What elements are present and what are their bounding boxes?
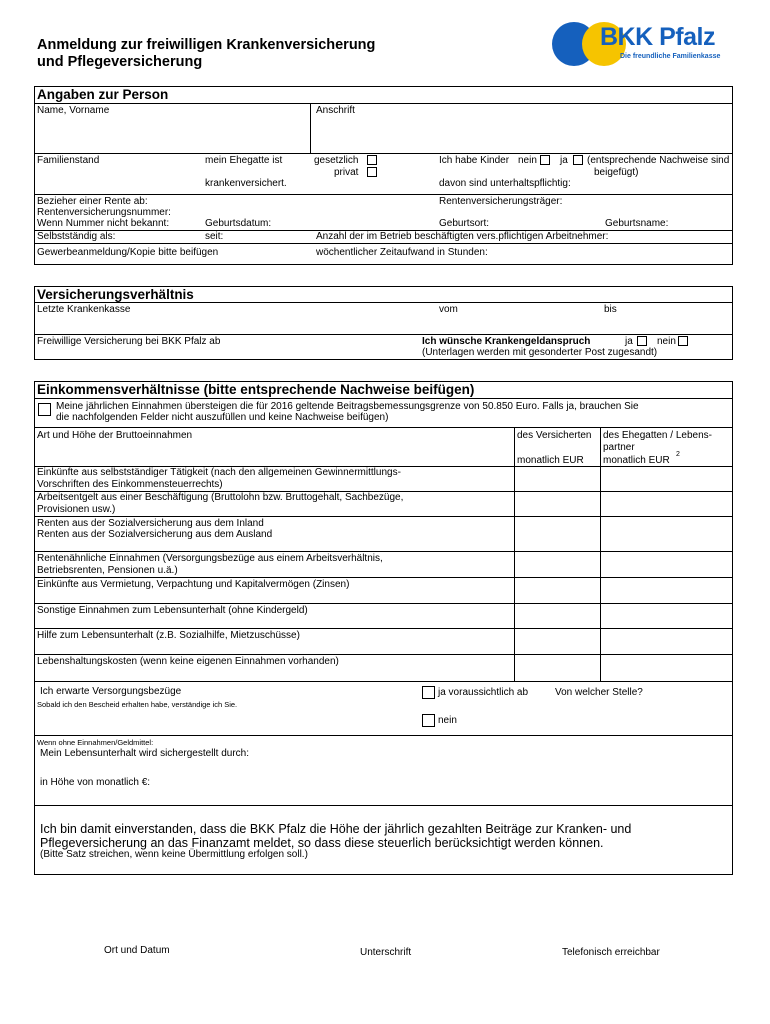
threshold-text-line2: die nachfolgenden Felder nicht auszufüllen und keine Nachweise beifügen) bbox=[56, 412, 389, 423]
income-row-label: Hilfe zum Lebensunterhalt (z.B. Sozialhilfe, Mietzuschüsse) bbox=[37, 630, 300, 641]
expect-pension-yes-checkbox[interactable] bbox=[422, 686, 435, 699]
logo-tagline: Die freundliche Familienkasse bbox=[620, 53, 721, 60]
birth-date-label: Geburtsdatum: bbox=[205, 218, 272, 229]
income-heading: Einkommensverhältnisse (bitte entsprechende Nachweise beifügen) bbox=[37, 382, 475, 397]
children-no-checkbox[interactable] bbox=[540, 155, 550, 165]
threshold-text-line1: Meine jährlichen Einnahmen übersteigen die für 2016 geltende Beitragsbemessungsgrenze von 50.850 Euro. Falls ja, brauchen Sie bbox=[56, 401, 639, 412]
documents-note: (Unterlagen werden mit gesonderter Post zugesandt) bbox=[422, 347, 658, 358]
expect-pension-label: Ich erwarte Versorgungsbezüge bbox=[40, 686, 182, 697]
bkk-pfalz-logo bbox=[552, 20, 722, 70]
trade-registration-label: Gewerbeanmeldung/Kopie bitte beifügen bbox=[37, 247, 219, 258]
birth-place-label: Geburtsort: bbox=[439, 218, 490, 229]
expect-pension-no-checkbox[interactable] bbox=[422, 714, 435, 727]
income-row-label: Renten aus der Sozialversicherung aus dem Inland bbox=[37, 518, 264, 529]
marital-status-label: Familienstand bbox=[37, 155, 100, 166]
consent-note: (Bitte Satz streichen, wenn keine Übermittlung erfolgen soll.) bbox=[40, 849, 308, 860]
phone-label: Telefonisch erreichbar bbox=[562, 947, 660, 958]
consent-text-line2: Pflegeversicherung an das Finanzamt meldet, so dass diese steuerlich berücksichtigt werden können. bbox=[40, 836, 604, 850]
income-row-label: Arbeitsentgelt aus einer Beschäftigung (Bruttolohn bzw. Bruttogehalt, Sachbezüge, bbox=[37, 492, 404, 503]
last-insurer-label: Letzte Krankenkasse bbox=[37, 304, 131, 315]
proof-note-line2: beigefügt) bbox=[594, 167, 639, 178]
to-label: bis bbox=[604, 304, 617, 315]
above-threshold-checkbox[interactable] bbox=[38, 403, 51, 416]
monthly-amount-label: in Höhe von monatlich €: bbox=[40, 777, 151, 788]
children-question: Ich habe Kinder bbox=[439, 155, 510, 166]
pension-carrier-label: Rentenversicherungsträger: bbox=[439, 196, 563, 207]
birth-name-label: Geburtsname: bbox=[605, 218, 669, 229]
income-row-label: Einkünfte aus selbstständiger Tätigkeit (nach den allgemeinen Gewinnermittlungs- bbox=[37, 467, 401, 478]
address-label: Anschrift bbox=[316, 105, 355, 116]
income-row-label: Vorschriften des Einkommensteuerrechts) bbox=[37, 479, 223, 490]
children-yes-label: ja bbox=[560, 155, 568, 166]
sick-pay-yes-label: ja bbox=[625, 336, 633, 347]
pension-number-label: Rentenversicherungsnummer: bbox=[37, 207, 171, 218]
income-row-label: Renten aus der Sozialversicherung aus dem Ausland bbox=[37, 529, 273, 540]
spouse-is-label: mein Ehegatte ist bbox=[205, 155, 283, 166]
self-employed-label: Selbstständig als: bbox=[37, 231, 116, 242]
voluntary-insurance-label: Freiwillige Versicherung bei BKK Pfalz ab bbox=[37, 336, 221, 347]
name-label: Name, Vorname bbox=[37, 105, 110, 116]
spouse-insured-label: krankenversichert. bbox=[205, 178, 287, 189]
from-where-label: Von welcher Stelle? bbox=[555, 687, 643, 698]
expect-pension-note: Sobald ich den Bescheid erhalten habe, verständige ich Sie. bbox=[37, 700, 238, 709]
col-header-spouse-footnote: 2 bbox=[676, 451, 680, 458]
col-header-insured-line2: monatlich EUR bbox=[517, 455, 584, 466]
sick-pay-no-checkbox[interactable] bbox=[678, 336, 688, 346]
spouse-private-checkbox[interactable] bbox=[367, 167, 377, 177]
col-header-spouse-line1: des Ehegatten / Lebens- bbox=[603, 430, 712, 441]
pension-unknown-label: Wenn Nummer nicht bekannt: bbox=[37, 218, 170, 229]
sick-pay-label: Ich wünsche Krankengeldanspruch bbox=[422, 336, 591, 347]
no-income-note: Wenn ohne Einnahmen/Geldmittel: bbox=[37, 738, 154, 747]
income-row-label: Lebenshaltungskosten (wenn keine eigenen Einnahmen vorhanden) bbox=[37, 656, 339, 667]
col-header-insured-line1: des Versicherten bbox=[517, 430, 592, 441]
expect-pension-no-label: nein bbox=[438, 715, 457, 726]
col-header-type: Art und Höhe der Bruttoeinnahmen bbox=[37, 430, 193, 441]
place-date-label: Ort und Datum bbox=[104, 945, 170, 956]
insurance-heading: Versicherungsverhältnis bbox=[37, 287, 194, 302]
from-label: vom bbox=[439, 304, 458, 315]
income-row-label: Betriebsrenten, Pensionen u.ä.) bbox=[37, 565, 178, 576]
person-heading: Angaben zur Person bbox=[37, 87, 169, 102]
logo-wordmark: BKK Pfalz bbox=[600, 23, 715, 51]
children-no-label: nein bbox=[518, 155, 537, 166]
statutory-label: gesetzlich bbox=[314, 155, 359, 166]
private-label: privat bbox=[334, 167, 359, 178]
spouse-statutory-checkbox[interactable] bbox=[367, 155, 377, 165]
consent-text-line1: Ich bin damit einverstanden, dass die BKK Pfalz die Höhe der jährlich gezahlten Beiträge zur Kranken- und bbox=[40, 822, 632, 836]
weekly-hours-label: wöchentlicher Zeitaufwand in Stunden: bbox=[316, 247, 488, 258]
proof-note-line1: (entsprechende Nachweise sind bbox=[587, 155, 730, 166]
children-yes-checkbox[interactable] bbox=[573, 155, 583, 165]
children-dependent-label: davon sind unterhaltspflichtig: bbox=[439, 178, 571, 189]
income-row-label: Provisionen usw.) bbox=[37, 504, 116, 515]
sick-pay-no-label: nein bbox=[657, 336, 676, 347]
signature-label: Unterschrift bbox=[360, 947, 412, 958]
income-row-label: Einkünfte aus Vermietung, Verpachtung und Kapitalvermögen (Zinsen) bbox=[37, 579, 350, 590]
sick-pay-yes-checkbox[interactable] bbox=[637, 336, 647, 346]
employees-label: Anzahl der im Betrieb beschäftigten vers.pflichtigen Arbeitnehmer: bbox=[316, 231, 609, 242]
income-row-label: Rentenähnliche Einnahmen (Versorgungsbezüge aus einem Arbeitsverhältnis, bbox=[37, 553, 383, 564]
income-row-label: Sonstige Einnahmen zum Lebensunterhalt (ohne Kindergeld) bbox=[37, 605, 308, 616]
form-title-line1: Anmeldung zur freiwilligen Krankenversicherung bbox=[37, 37, 376, 53]
col-header-spouse-line3: monatlich EUR bbox=[603, 455, 670, 466]
since-label: seit: bbox=[205, 231, 224, 242]
form-title-line2: und Pflegeversicherung bbox=[37, 54, 203, 70]
pension-since-label: Bezieher einer Rente ab: bbox=[37, 196, 148, 207]
living-secured-label: Mein Lebensunterhalt wird sichergestellt durch: bbox=[40, 748, 249, 759]
col-header-spouse-line2: partner bbox=[603, 442, 635, 453]
expect-pension-yes-label: ja voraussichtlich ab bbox=[438, 687, 529, 698]
